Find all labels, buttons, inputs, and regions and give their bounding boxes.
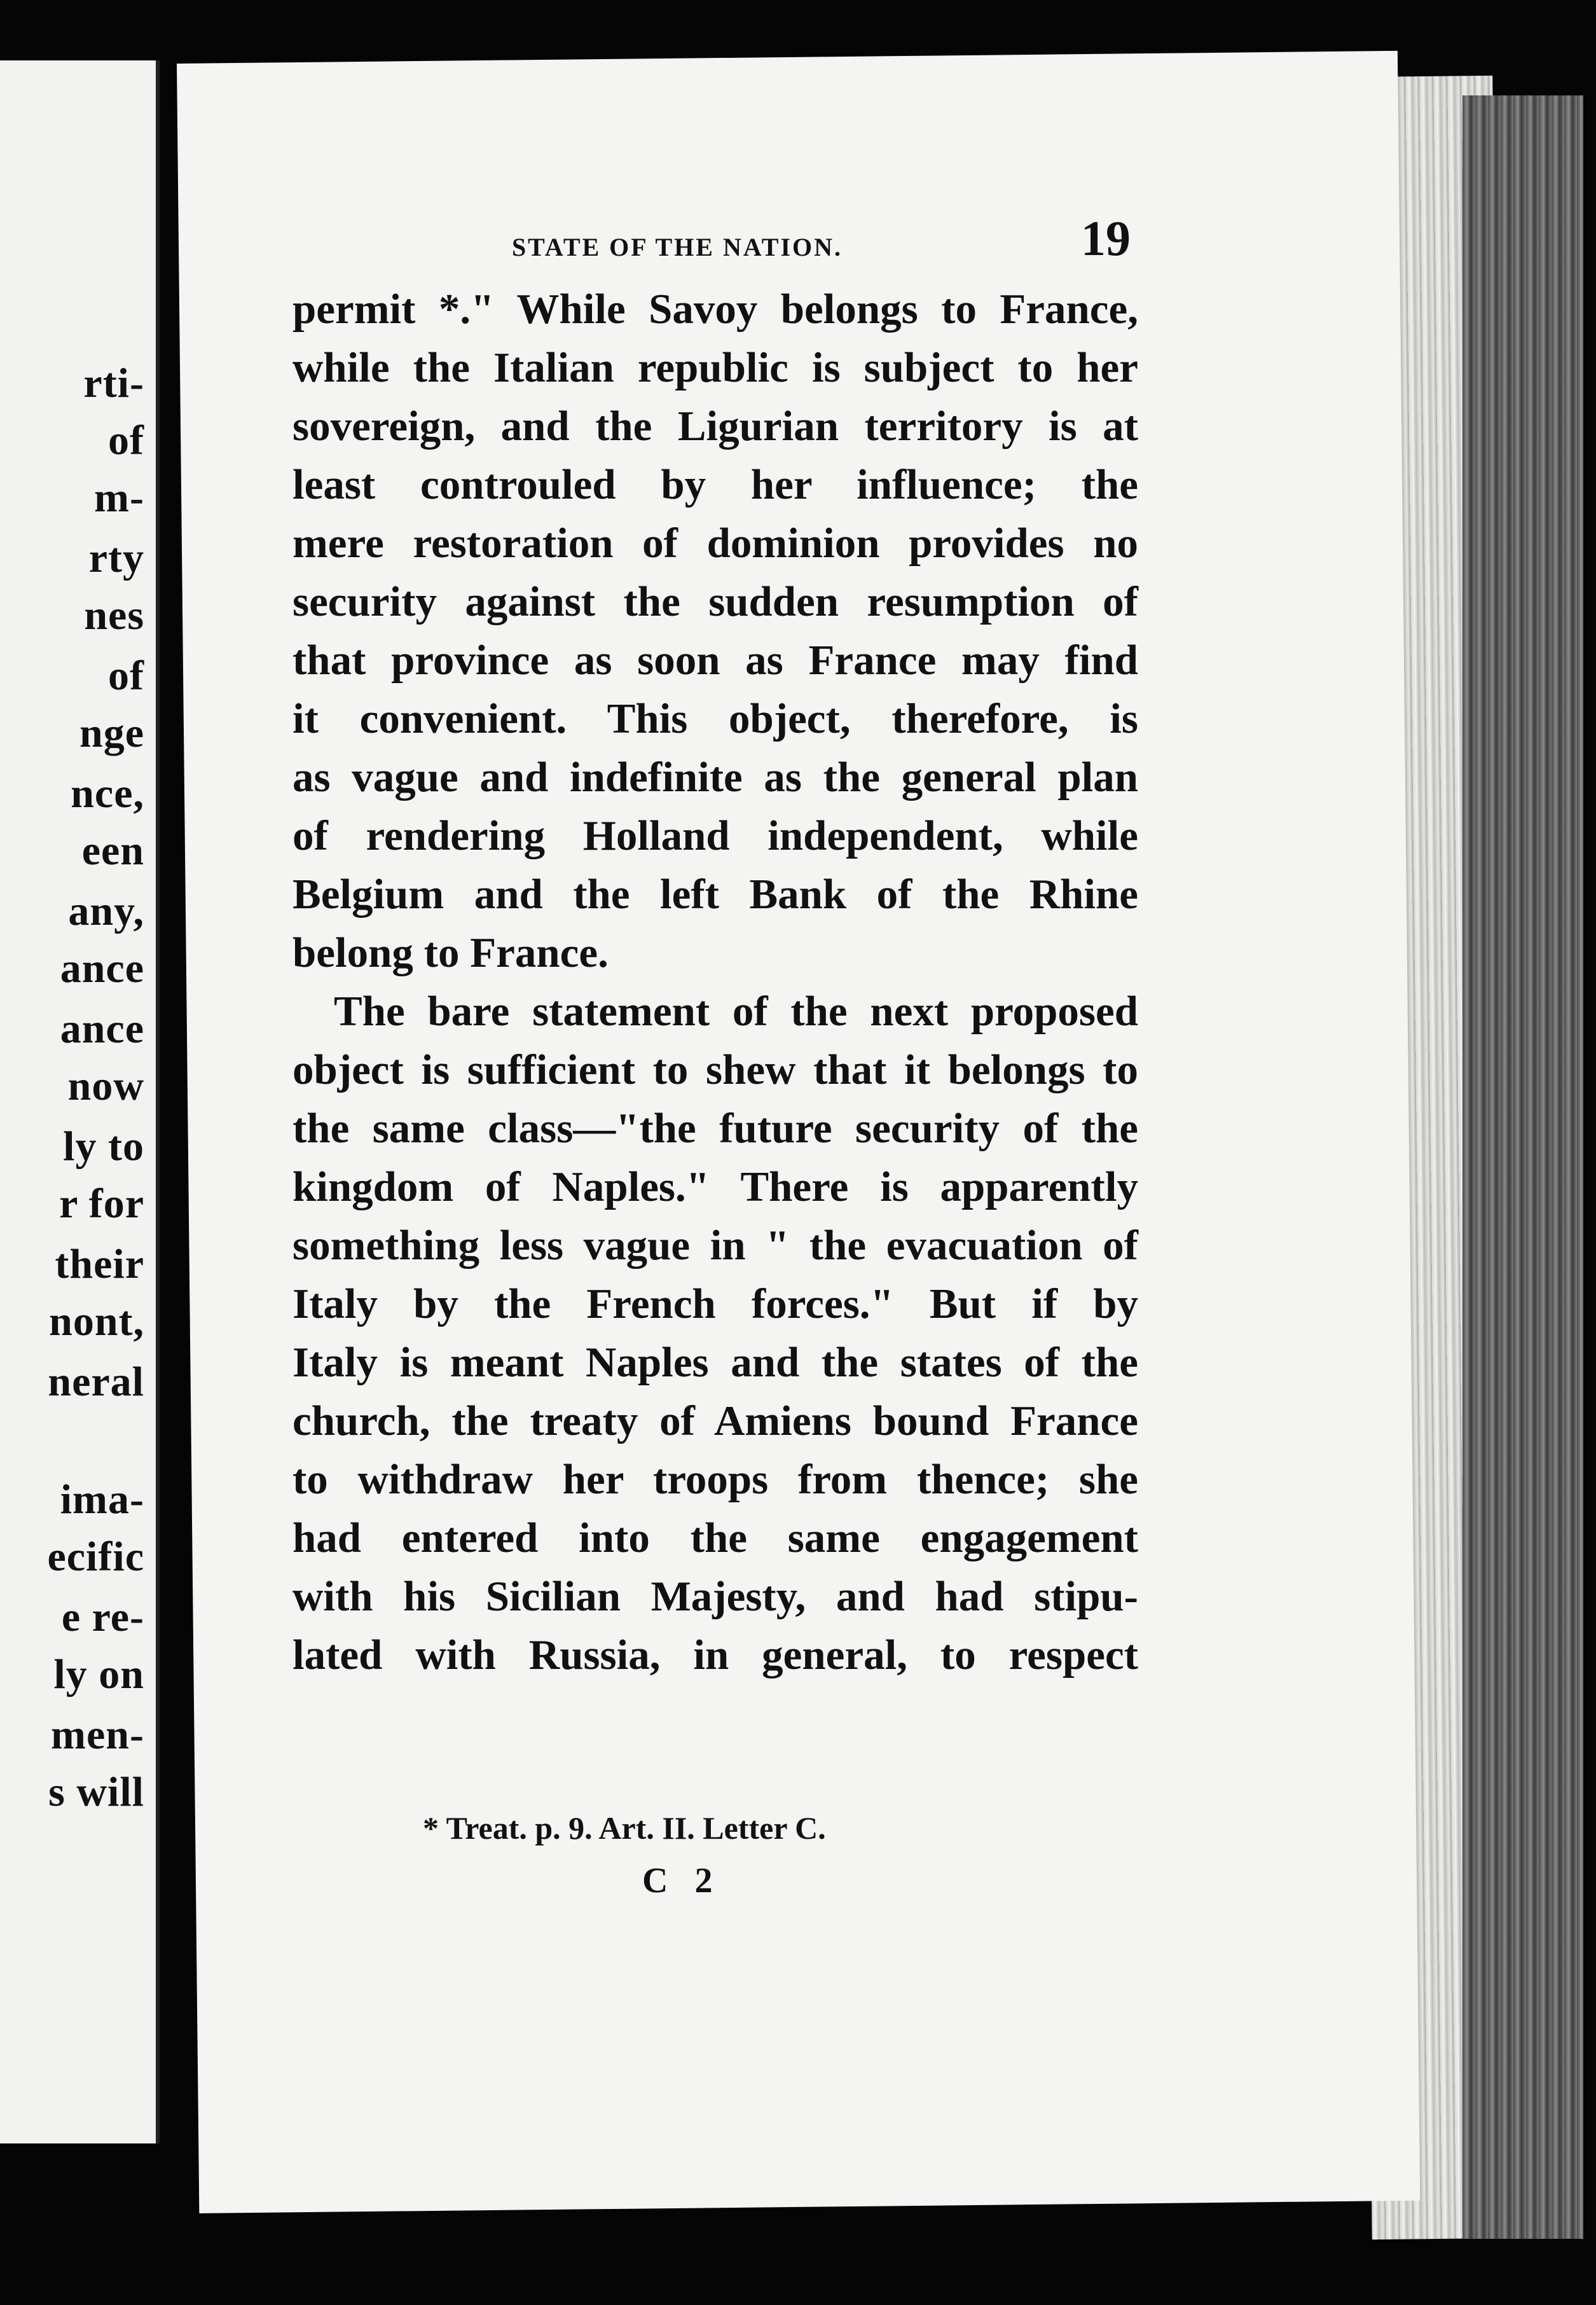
facing-page [0, 60, 160, 2143]
text-line: object is sufficient to shew that it belongs to [292, 1046, 1138, 1093]
text-line: that province as soon as France may find [292, 637, 1138, 684]
facing-page-line: ecific [47, 1533, 144, 1580]
facing-page-line: now [67, 1063, 144, 1109]
facing-page-line: of [108, 653, 144, 699]
facing-page-line: ance [60, 1006, 144, 1052]
body-text [292, 280, 1138, 1684]
signature-mark: C 2 [642, 1861, 722, 1900]
facing-page-line: nont, [49, 1298, 144, 1345]
text-line: the same class—"the future security of the [292, 1105, 1138, 1152]
footnote: * Treat. p. 9. Art. II. Letter C. [423, 1810, 826, 1846]
book-block-edge [1462, 95, 1583, 2239]
facing-page-line: any, [68, 888, 144, 934]
text-line: as vague and indefinite as the general plan [292, 754, 1138, 801]
text-line: sovereign, and the Ligurian territory is at [292, 403, 1138, 450]
facing-page-line: m- [94, 474, 144, 521]
text-line: kingdom of Naples." There is apparently [292, 1163, 1138, 1210]
text-line: Italy is meant Naples and the states of the [292, 1339, 1138, 1386]
facing-page-line: rty [88, 535, 144, 581]
facing-page-line: s will [48, 1769, 144, 1815]
text-line: it convenient. This object, therefore, is [292, 695, 1138, 742]
facing-page-line: ima- [60, 1476, 144, 1523]
text-line: security against the sudden resumption of [292, 578, 1138, 625]
text-line: church, the treaty of Amiens bound France [292, 1397, 1138, 1444]
facing-page-line: their [55, 1241, 144, 1287]
facing-page-line: rti- [83, 360, 144, 406]
facing-page-line: ly to [63, 1123, 144, 1170]
text-line: least controuled by her influence; the [292, 461, 1138, 508]
facing-page-line: ly on [53, 1651, 144, 1698]
facing-page-line: of [108, 417, 144, 464]
facing-page-line: r for [59, 1180, 144, 1227]
facing-page-line: ance [60, 945, 144, 992]
text-line: of rendering Holland independent, while [292, 812, 1138, 859]
facing-page-line: nge [79, 710, 144, 756]
text-line: mere restoration of dominion provides no [292, 520, 1138, 567]
facing-page-line: een [81, 827, 144, 874]
text-line: The bare statement of the next proposed [334, 988, 1138, 1035]
text-line: something less vague in " the evacuation of [292, 1222, 1138, 1269]
text-line: Italy by the French forces." But if by [292, 1280, 1138, 1327]
facing-page-line: e re- [61, 1594, 144, 1640]
facing-page-line: nce, [71, 770, 144, 817]
text-line: while the Italian republic is subject to her [292, 344, 1138, 391]
running-head: STATE OF THE NATION. [511, 233, 843, 261]
page-number: 19 [1081, 211, 1131, 266]
text-line: belong to France. [292, 929, 609, 976]
text-line: Belgium and the left Bank of the Rhine [292, 871, 1138, 918]
text-line: permit *." While Savoy belongs to France, [292, 286, 1138, 333]
text-line: lated with Russia, in general, to respect [292, 1631, 1138, 1679]
text-line: with his Sicilian Majesty, and had stipu- [292, 1573, 1138, 1620]
facing-page-line: nes [84, 592, 144, 639]
text-line: had entered into the same engagement [292, 1514, 1138, 1561]
facing-page-line: neral [48, 1359, 144, 1405]
text-line: to withdraw her troops from thence; she [292, 1456, 1138, 1503]
facing-page-line: men- [51, 1712, 144, 1758]
